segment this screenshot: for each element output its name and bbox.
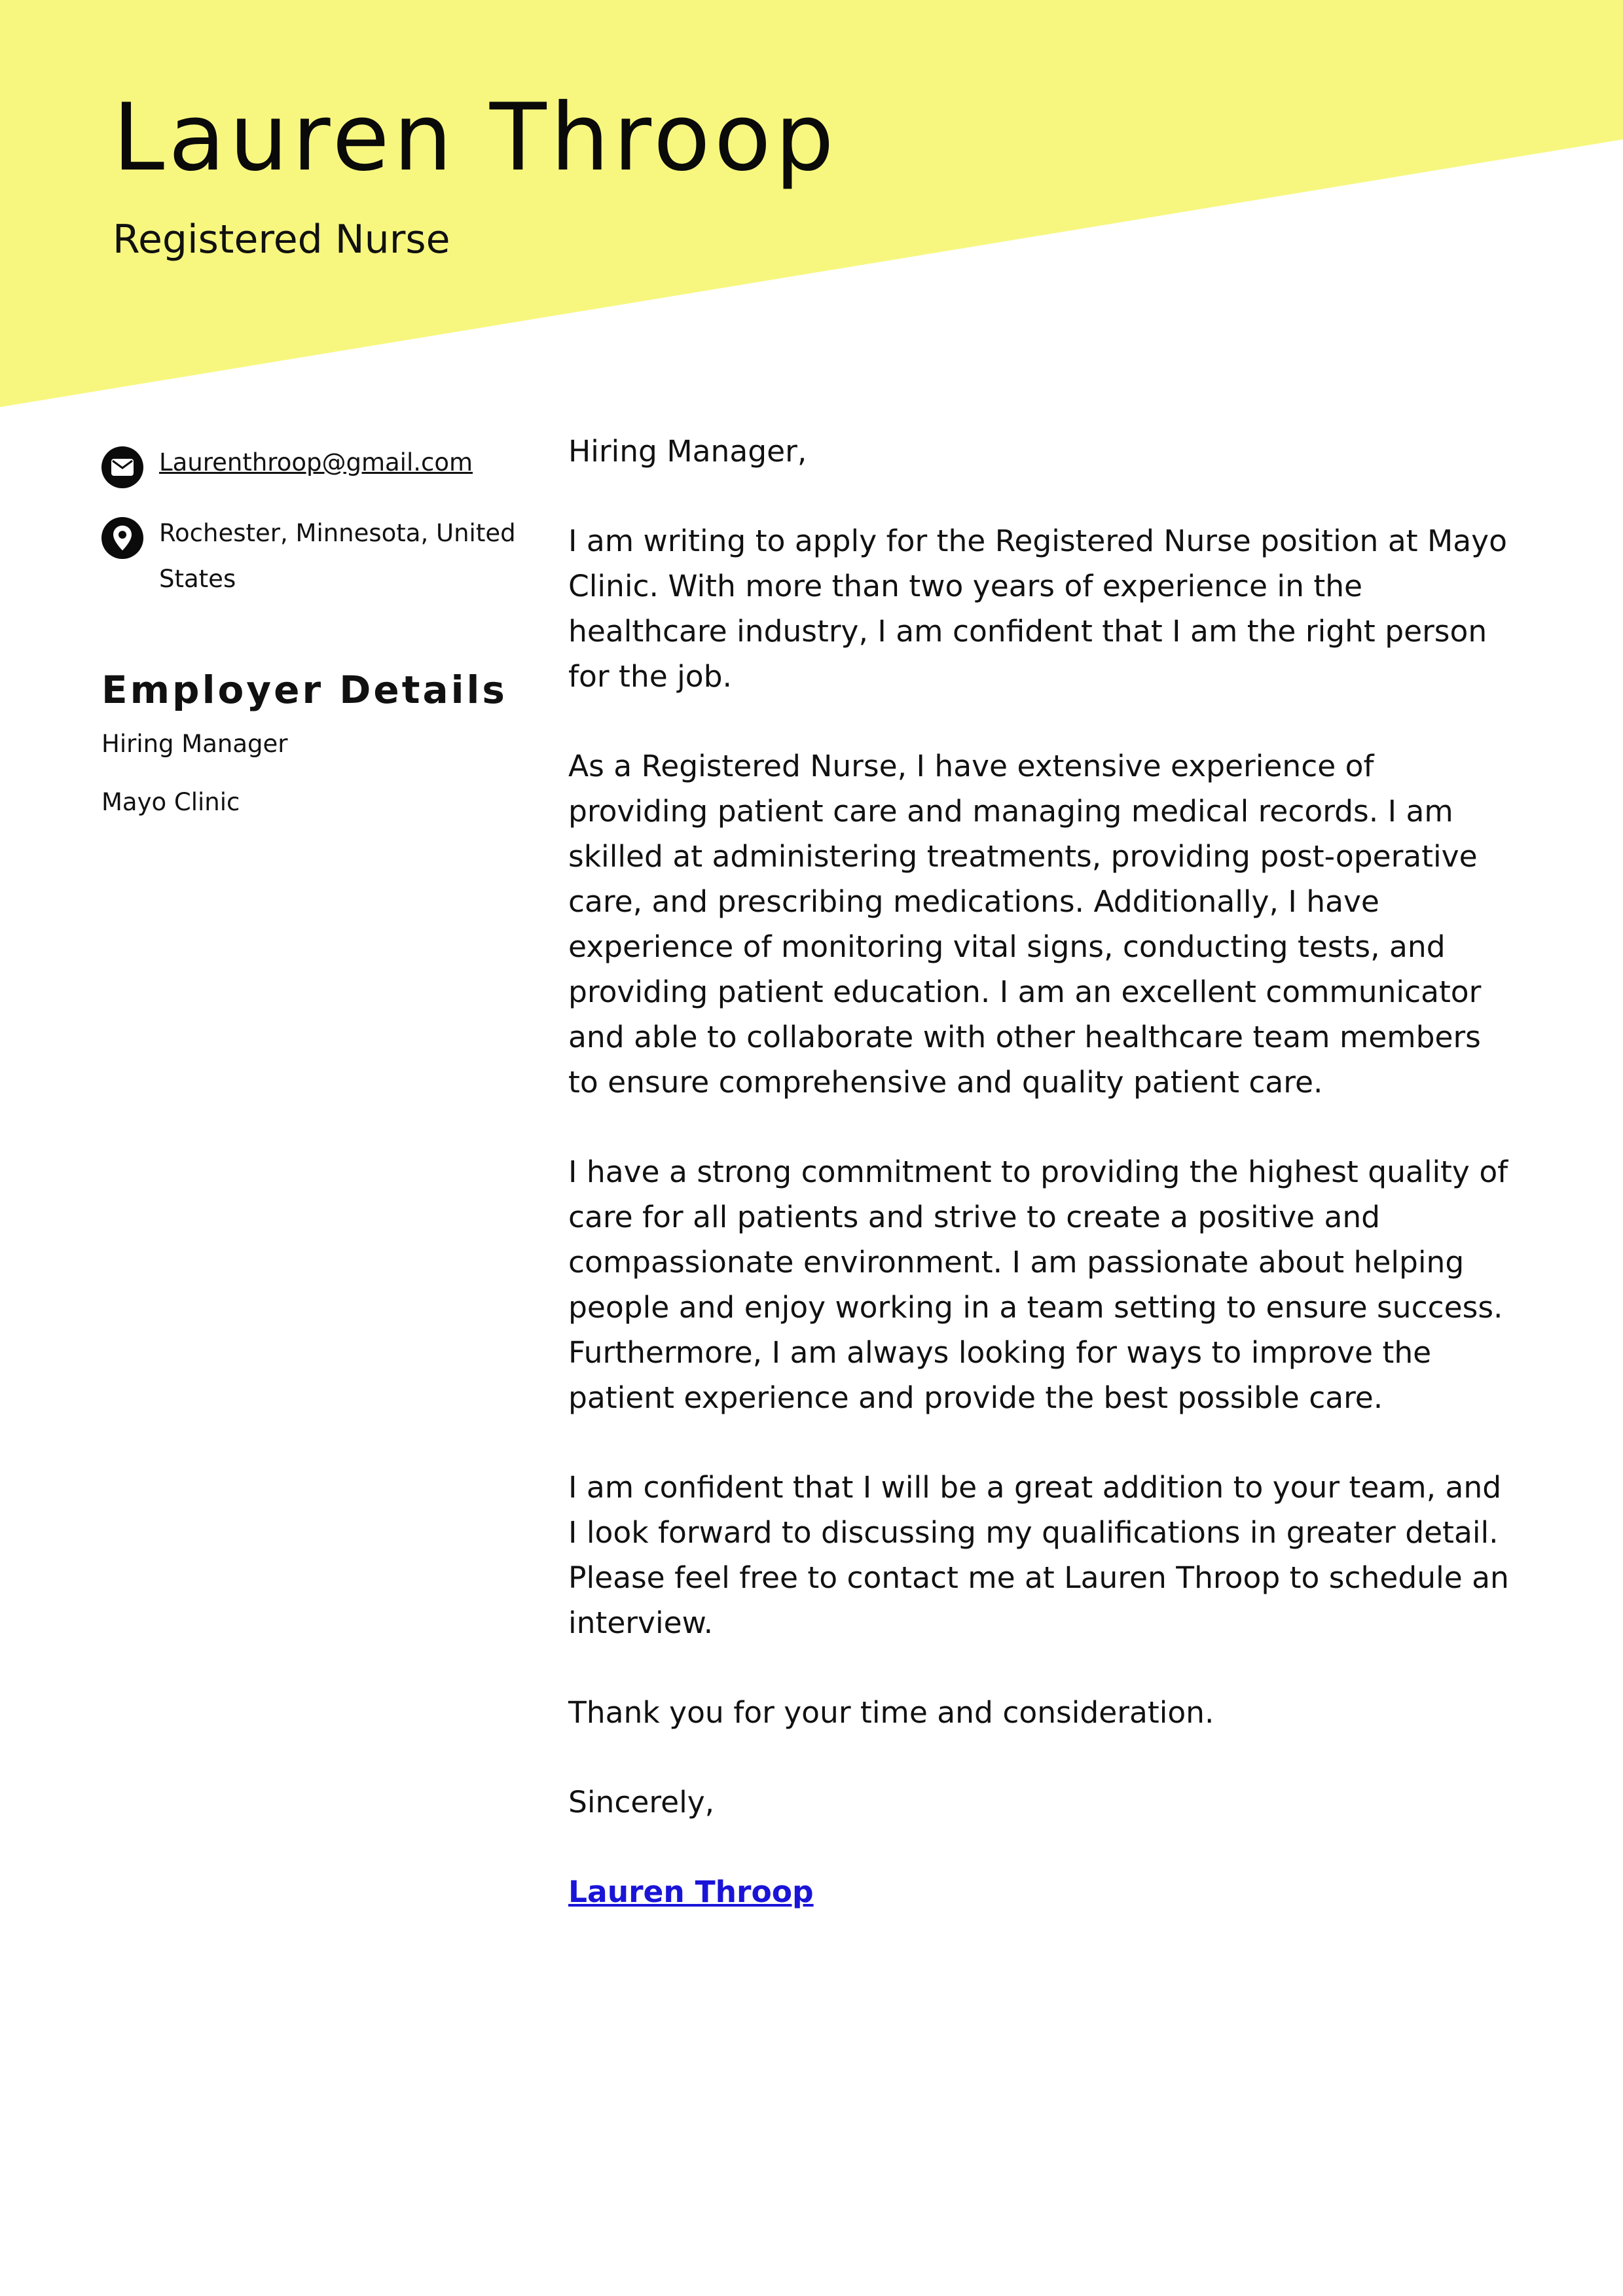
letter-paragraph: I have a strong commitment to providing the highest quality of care for all patients and strive to create a positive and compassionate environment. I am passionate about helping people and enjoy working in a team setting to ensure success. Furthermore, I am always looking for ways to improve the patient experience and provide the best possible care. <box>568 1155 1508 1415</box>
signature-link[interactable]: Lauren Throop <box>568 1874 814 1909</box>
yellow-banner-shape <box>0 0 1623 407</box>
email-link[interactable]: Laurenthroop@gmail.com <box>159 448 473 476</box>
sidebar <box>101 440 520 848</box>
envelope-icon <box>101 446 143 488</box>
email-row <box>101 440 520 488</box>
candidate-name: Lauren Throop <box>113 84 838 192</box>
candidate-role: Registered Nurse <box>113 217 450 262</box>
map-pin-icon <box>101 517 143 559</box>
employer-company: Mayo Clinic <box>101 788 240 816</box>
letter-paragraph: I am confident that I will be a great addition to your team, and I look forward to discussing my qualifications in greater detail. Please feel free to contact me at Lauren Throop to schedule an interview. <box>568 1470 1509 1640</box>
employer-details-heading: Employer Details <box>101 668 507 712</box>
letter-paragraph: As a Registered Nurse, I have extensive experience of providing patient care and managing medical records. I am skilled at administering treatments, providing post-operative care, and prescribing medications. Additionally, I have experience of monitoring vital signs, conducting tests, and providing patient education. I am an excellent communicator and able to collaborate with other healthcare team members to ensure comprehensive and quality patient care. <box>568 749 1482 1100</box>
letter-body <box>568 429 1511 1959</box>
letter-salutation: Hiring Manager, <box>568 434 807 469</box>
location-row <box>101 511 520 602</box>
employer-contact-name: Hiring Manager <box>101 730 288 758</box>
letter-paragraph: I am writing to apply for the Registered Nurse position at Mayo Clinic. With more than two years of experience in the healthcare industry, I am confident that I am the right person for the job. <box>568 524 1507 694</box>
header-banner <box>0 0 1623 412</box>
letter-closing: Sincerely, <box>568 1785 715 1820</box>
letter-paragraph: Thank you for your time and consideration. <box>568 1695 1214 1730</box>
location-text: Rochester, Minnesota, United States <box>159 519 516 593</box>
